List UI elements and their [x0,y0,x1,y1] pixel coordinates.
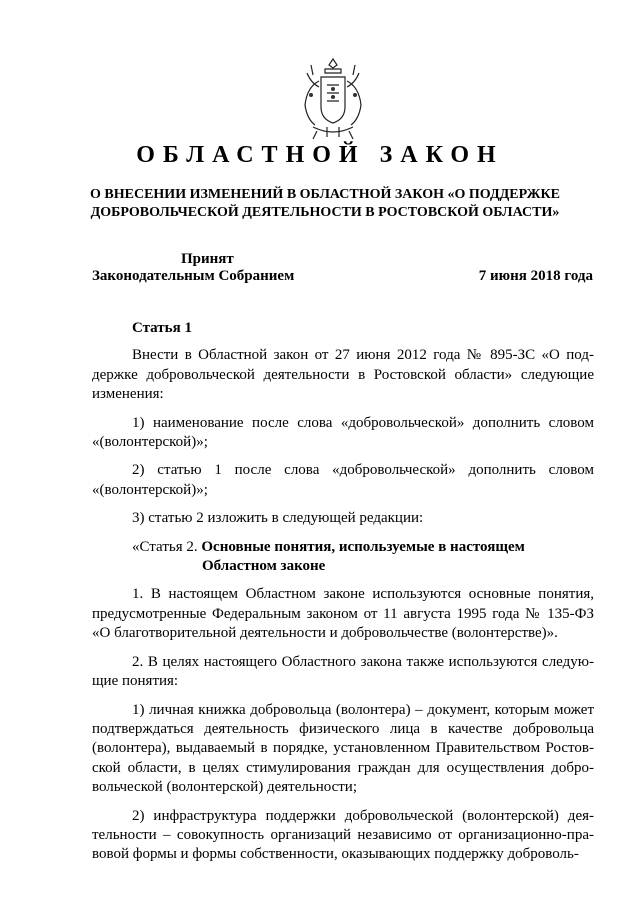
paragraph: 2) инфраструктура поддержки добровольческой (волонтерской) деятельности – совокупность организаций независимо от организационно-правовой формы и формы собственности, оказывающих поддержку доброволь- [92,807,594,863]
article-heading: Статья 1 [132,320,192,336]
paragraph: 3) статью 2 изложить в следующей редакции: [132,510,424,527]
article2-title-line2: Областном законе [202,558,326,575]
coat-of-arms-icon [297,55,369,141]
adopted-label: Принят [181,251,234,267]
adoption-date: 7 июня 2018 года [478,268,593,284]
paragraph: 1. В настоящем Областном законе используются основные понятия, предусмотренные Федеральным законом от 11 августа 1995 года № 135-ФЗ «О благотворительной деятельности и добровольчестве (волонтерстве)». [92,586,594,642]
article2-heading [92,538,594,557]
paragraph: 1) личная книжка добровольца (волонтера) – документ, которым может подтверждаться деятельность физического лица в качестве добровольца (волонтера), выдаваемый в порядке, установленном Правительством Ростовской области, в целях стимулирования граждан для осуществления добровольческой (волонтерской) деятельности; [92,701,594,796]
paragraph: 1) наименование после слова «добровольческой» дополнить словом «(волонтерской)»; [92,414,594,451]
article2-prefix: «Статья 2. [132,538,198,555]
adopted-by: Законодательным Собранием [92,268,295,284]
paragraph: 2. В целях настоящего Областного закона также используются следующие понятия: [92,653,594,690]
subtitle-line: О ВНЕСЕНИИ ИЗМЕНЕНИЙ В ОБЛАСТНОЙ ЗАКОН «О ПОДДЕРЖКЕ [90,187,560,202]
document-title: ОБЛАСТНОЙ ЗАКОН [136,142,504,168]
document-body [92,319,594,865]
subtitle-line: ДОБРОВОЛЬЧЕСКОЙ ДЕЯТЕЛЬНОСТИ В РОСТОВСКОЙ ОБЛАСТИ» [90,205,560,220]
article2-title: Основные понятия, используемые в настоящем [201,538,525,555]
paragraph: 2) статью 1 после слова «добровольческой» дополнить словом «(волонтерской)»; [92,462,594,498]
document-subtitle [60,186,590,222]
paragraph: Внести в Областной закон от 27 июня 2012 года № 895-ЗС «О поддержке добровольческой деятельности в Ростовской области» следующие изменения: [92,347,594,403]
